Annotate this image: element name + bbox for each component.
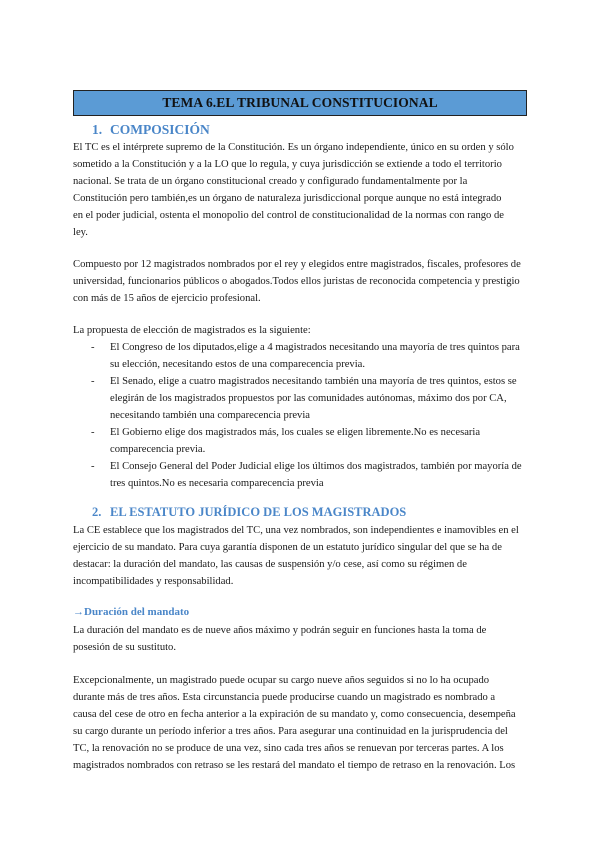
list-item-line: necesitando también una comparecencia previa (110, 410, 311, 421)
paragraph-line: La propuesta de elección de magistrados es la siguiente: (73, 325, 311, 336)
paragraph-line: posesión de su sustituto. (73, 642, 176, 653)
bullet-dash: - (91, 461, 95, 472)
paragraph-line: universidad, funcionarios públicos o abogados.Todos ellos juristas de reconocida competencia y prestigio (73, 276, 520, 287)
paragraph-line: magistrados nombrados con retraso se les restará del mandato el tiempo de retraso en la renovación. Los (73, 760, 516, 771)
bullet-dash: - (91, 342, 95, 353)
section-2-number: 2. (92, 505, 102, 519)
bullet-dash: - (91, 427, 95, 438)
paragraph-line: Excepcionalmente, un magistrado puede ocupar su cargo nueve años seguidos si no lo ha ocupado (73, 675, 490, 686)
paragraph-line: Constitución pero también,es un órgano de naturaleza jurisdiccional porque aunque no está integrado (73, 193, 502, 204)
section-2-title: EL ESTATUTO JURÍDICO DE LOS MAGISTRADOS (110, 505, 407, 519)
list-item-line: El Senado, elige a cuatro magistrados necesitando también una mayoría de tres quintos, estos se (110, 376, 517, 387)
section-1-title: COMPOSICIÓN (110, 122, 210, 137)
paragraph-line: en el poder judicial, ostenta el monopolio del control de constitucionalidad de la normas con rango de (73, 210, 504, 221)
list-item-line: El Gobierno elige dos magistrados más, los cuales se eligen libremente.No es necesaria (110, 427, 481, 438)
paragraph-line: Compuesto por 12 magistrados nombrados por el rey y elegidos entre magistrados, fiscales, profesores de (73, 259, 521, 270)
paragraph-line: El TC es el intérprete supremo de la Constitución. Es un órgano independiente, único en su orden y sólo (73, 142, 514, 153)
list-item-line: El Consejo General del Poder Judicial elige los últimos dos magistrados, también por mayoría de (110, 461, 522, 472)
list-item-line: elegirán de los magistrados propuestos por las comunidades autónomas, máximo dos por CA, (110, 393, 507, 404)
document-title-box (73, 90, 527, 116)
paragraph-line: ejercicio de su mandato. Para cuya garantía disponen de un estatuto jurídico singular del que se ha de (73, 542, 502, 553)
paragraph-line: incompatibilidades y responsabilidad. (73, 576, 234, 587)
subheading-duracion-mandato: →Duración del mandato (73, 606, 190, 618)
paragraph-line: La duración del mandato es de nueve años máximo y podrán seguir en funciones hasta la toma de (73, 625, 487, 636)
paragraph-line: La CE establece que los magistrados del TC, una vez nombrados, son independientes e inamovibles en el (73, 525, 519, 536)
list-item-line: su elección, necesitando estos de una comparecencia previa. (110, 359, 366, 370)
bullet-dash: - (91, 376, 95, 387)
paragraph-line: nacional. Se trata de un órgano constitucional creado y configurado fundamentalmente por la (73, 176, 468, 187)
list-item-line: El Congreso de los diputados,elige a 4 magistrados necesitando una mayoría de tres quintos para (110, 342, 520, 353)
list-item-line: tres quintos.No es necesaria comparecencia previa (110, 478, 324, 489)
paragraph-line: sometido a la Constitución y a la LO que lo regula, y cuya jurisdicción se extiende a todo el territorio (73, 159, 502, 170)
paragraph-line: causa del cese de otro en fecha anterior a la expiración de su mandato y, como consecuencia, desempeña (73, 709, 516, 720)
list-item-line: comparecencia previa. (110, 444, 206, 455)
paragraph-line: TC, la renovación no se produce de una vez, sino cada tres años se renuevan por terceras partes. A los (73, 743, 504, 754)
paragraph-line: durante más de tres años. Esta circunstancia puede producirse cuando un magistrado es nombrado a (73, 692, 496, 703)
document-title: TEMA 6.EL TRIBUNAL CONSTITUCIONAL (162, 95, 438, 110)
section-2-heading (92, 505, 406, 520)
paragraph-line: ley. (73, 227, 88, 238)
paragraph-line: destacar: la duración del mandato, las causas de suspensión y/o cese, así como su régimen de (73, 559, 467, 570)
section-1-heading (92, 122, 210, 138)
paragraph-line: su cargo durante un período inferior a tres años. Para asegurar una continuidad en la jurisprudencia del (73, 726, 508, 737)
paragraph-line: con más de 15 años de ejercicio profesional. (73, 293, 261, 304)
section-1-number: 1. (92, 122, 103, 137)
